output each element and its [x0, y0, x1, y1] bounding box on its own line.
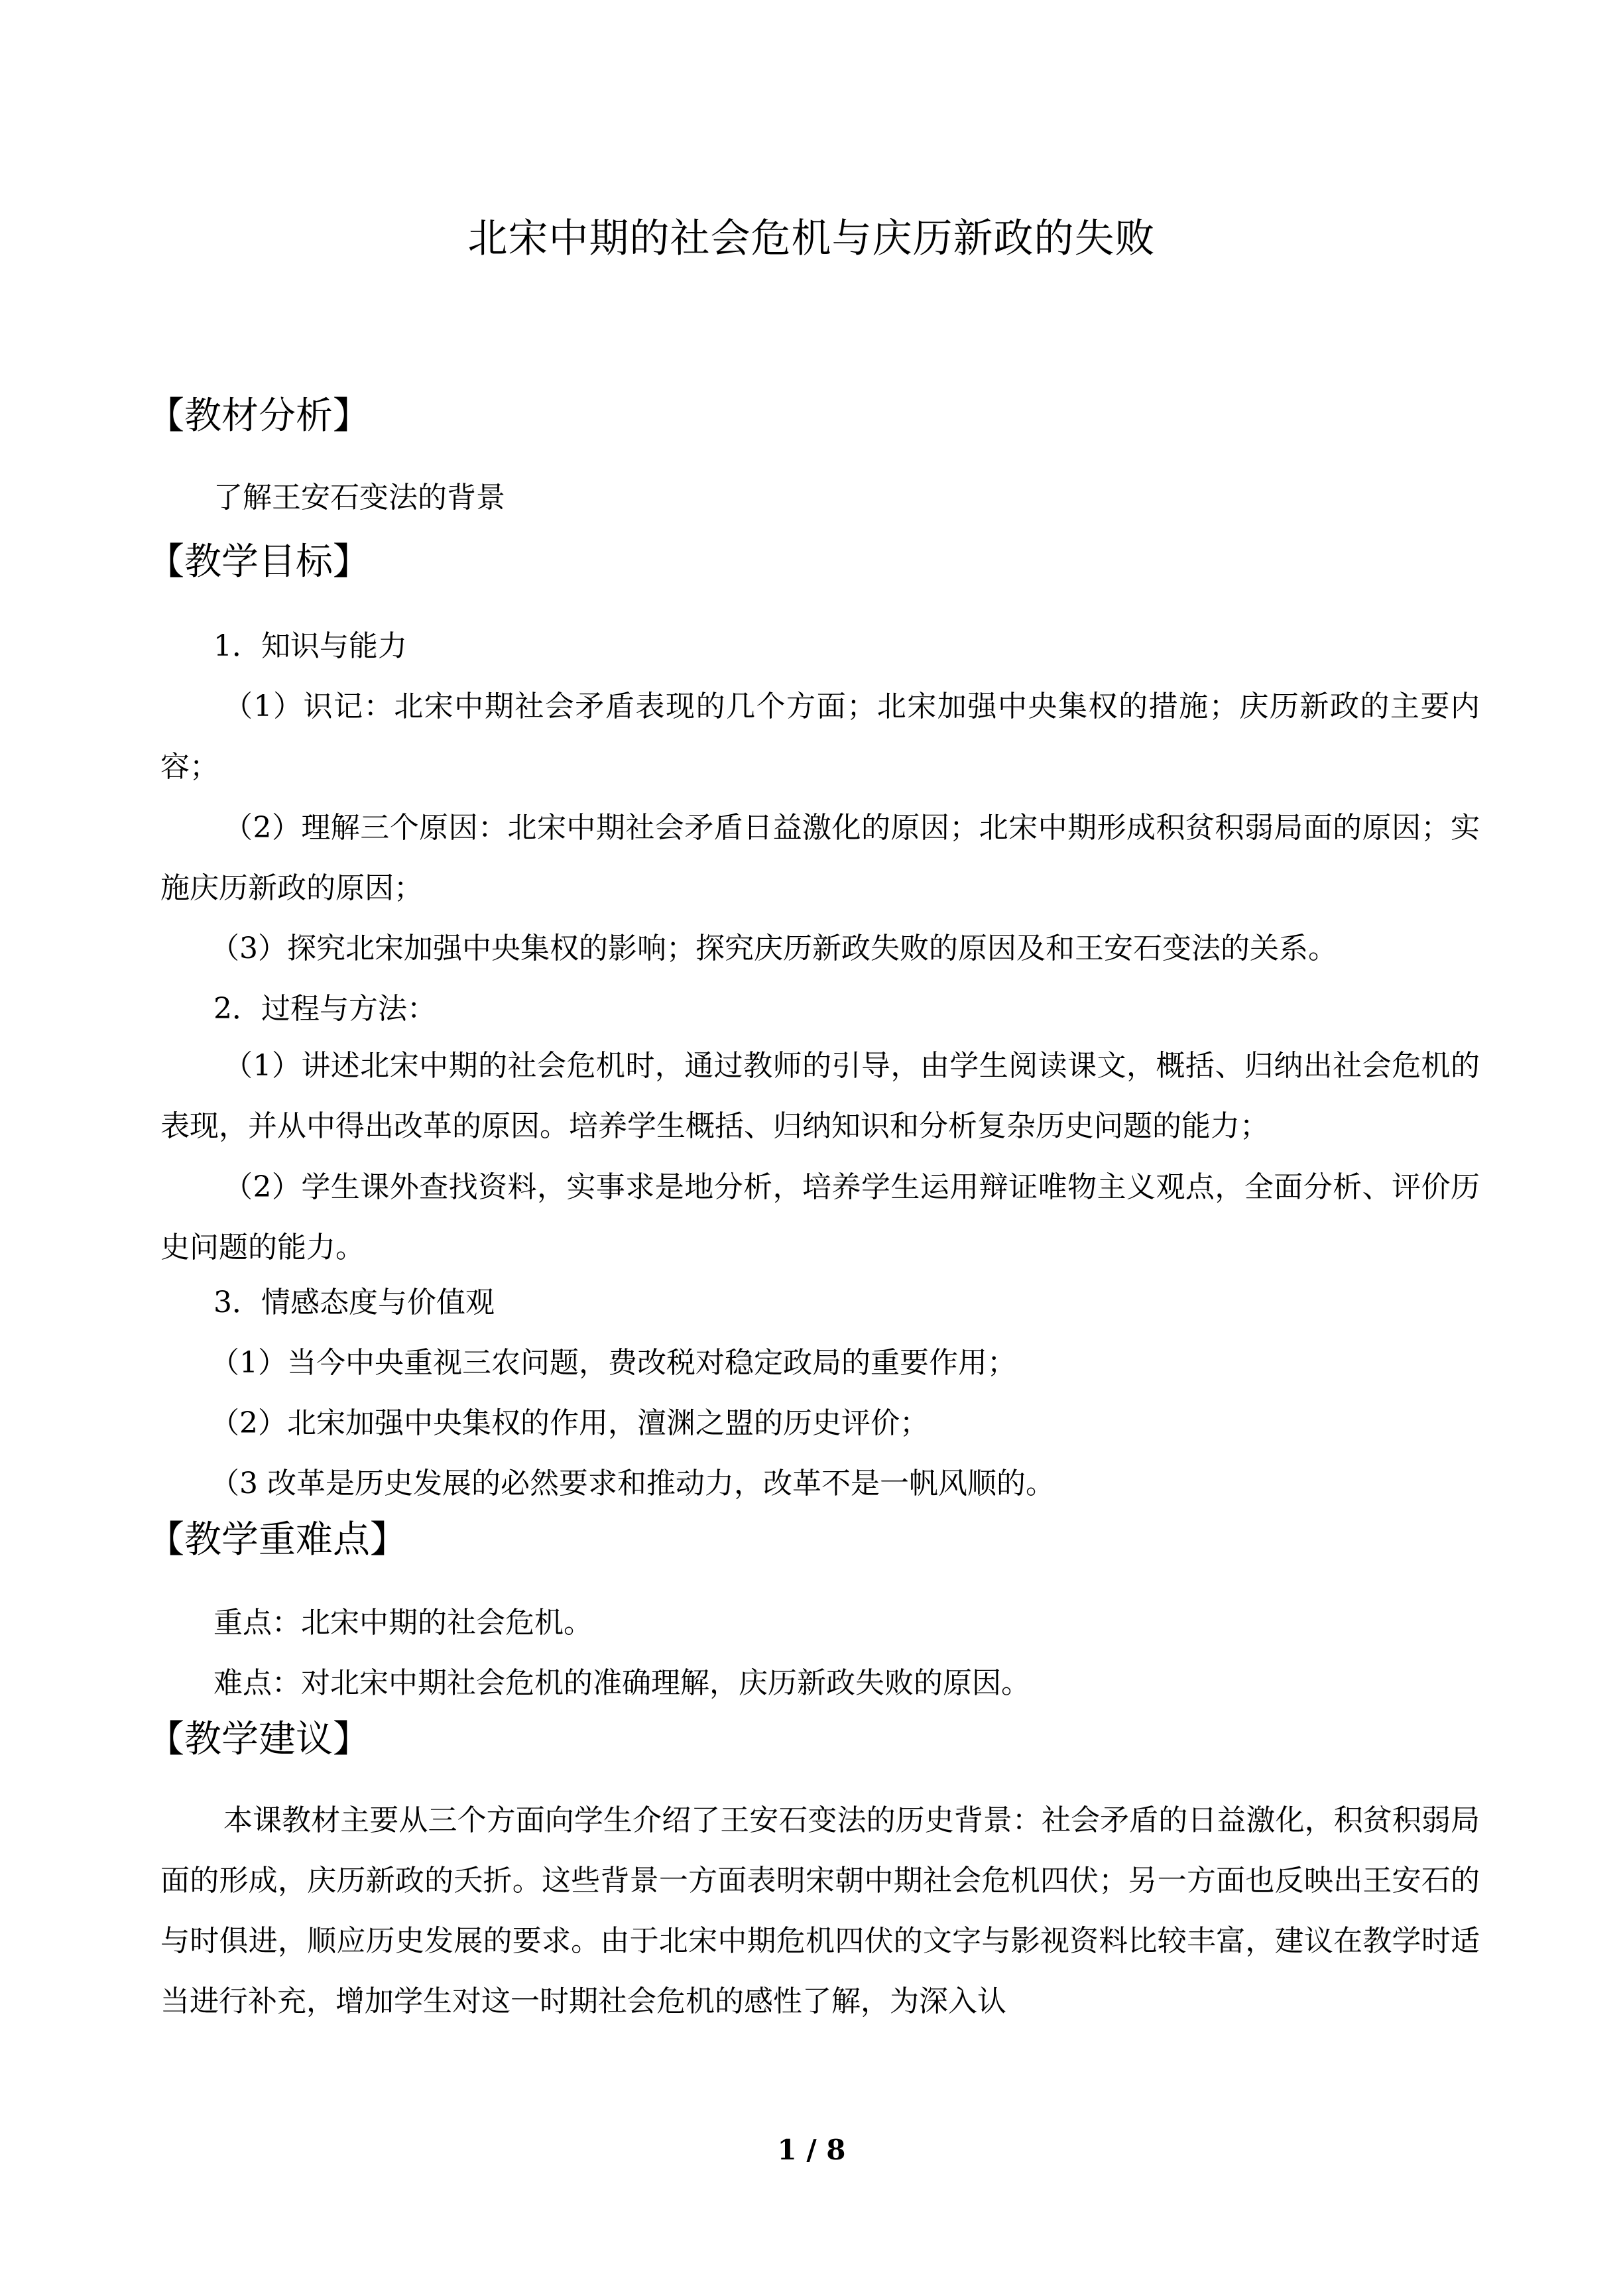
goal-emotion-item-3: （3 改革是历史发展的必然要求和推动力，改革不是一帆风顺的。: [210, 1467, 1055, 1500]
goal-emotion-heading: 3．情感态度与价值观: [213, 1286, 495, 1319]
difficult-point-text: 难点：对北宋中期社会危机的准确理解，庆历新政失败的原因。: [213, 1666, 1030, 1700]
goal-knowledge-item-3: （3）探究北宋加强中央集权的影响；探究庆历新政失败的原因及和王安石变法的关系。: [210, 932, 1337, 965]
goal-process-item-1: （1）讲述北宋中期的社会危机时，通过教师的引导，由学生阅读课文，概括、归纳出社会危机的表现，并从中得出改革的原因。培养学生概括、归纳知识和分析复杂历史问题的能力；: [160, 1049, 1480, 1143]
goal-emotion-item-1: （1）当今中央重视三农问题，费改税对稳定政局的重要作用；: [210, 1346, 1016, 1380]
goal-knowledge-heading: 1．知识与能力: [213, 629, 407, 663]
page-indicator: 1 / 8: [777, 2134, 846, 2166]
goal-emotion-item-2: （2）北宋加强中央集权的作用，澶渊之盟的历史评价；: [210, 1406, 929, 1440]
goal-process-heading: 2．过程与方法：: [213, 992, 436, 1026]
goal-knowledge-item-1: （1）识记：北宋中期社会矛盾表现的几个方面；北宋加强中央集权的措施；庆历新政的主要内容；: [160, 690, 1480, 784]
section-heading-suggestions: 【教学建议】: [147, 1718, 370, 1761]
section-heading-key-points: 【教学重难点】: [147, 1518, 407, 1561]
goal-knowledge-item-2: （2）理解三个原因：北宋中期社会矛盾日益激化的原因；北宋中期形成积贫积弱局面的原因；实施庆历新政的原因；: [160, 811, 1480, 905]
key-point-text: 重点：北宋中期的社会危机。: [213, 1606, 593, 1640]
section-heading-analysis: 【教材分析】: [147, 394, 370, 438]
suggestions-text: 本课教材主要从三个方面向学生介绍了王安石变法的历史背景：社会矛盾的日益激化，积贫积弱局面的形成，庆历新政的夭折。这些背景一方面表明宋朝中期社会危机四伏；另一方面也反映出王安石的与时俱进，顺应历史发展的要求。由于北宋中期危机四伏的文字与影视资料比较丰富，建议在教学时适当进行补充，增加学生对这一时期社会危机的感性了解，为深入认: [160, 1803, 1480, 2018]
analysis-text: 了解王安石变法的背景: [213, 481, 505, 514]
document-title: 北宋中期的社会危机与庆历新政的失败: [467, 215, 1156, 262]
goal-process-item-2: （2）学生课外查找资料，实事求是地分析，培养学生运用辩证唯物主义观点，全面分析、评价历史问题的能力。: [160, 1170, 1480, 1264]
section-heading-goals: 【教学目标】: [147, 540, 370, 583]
